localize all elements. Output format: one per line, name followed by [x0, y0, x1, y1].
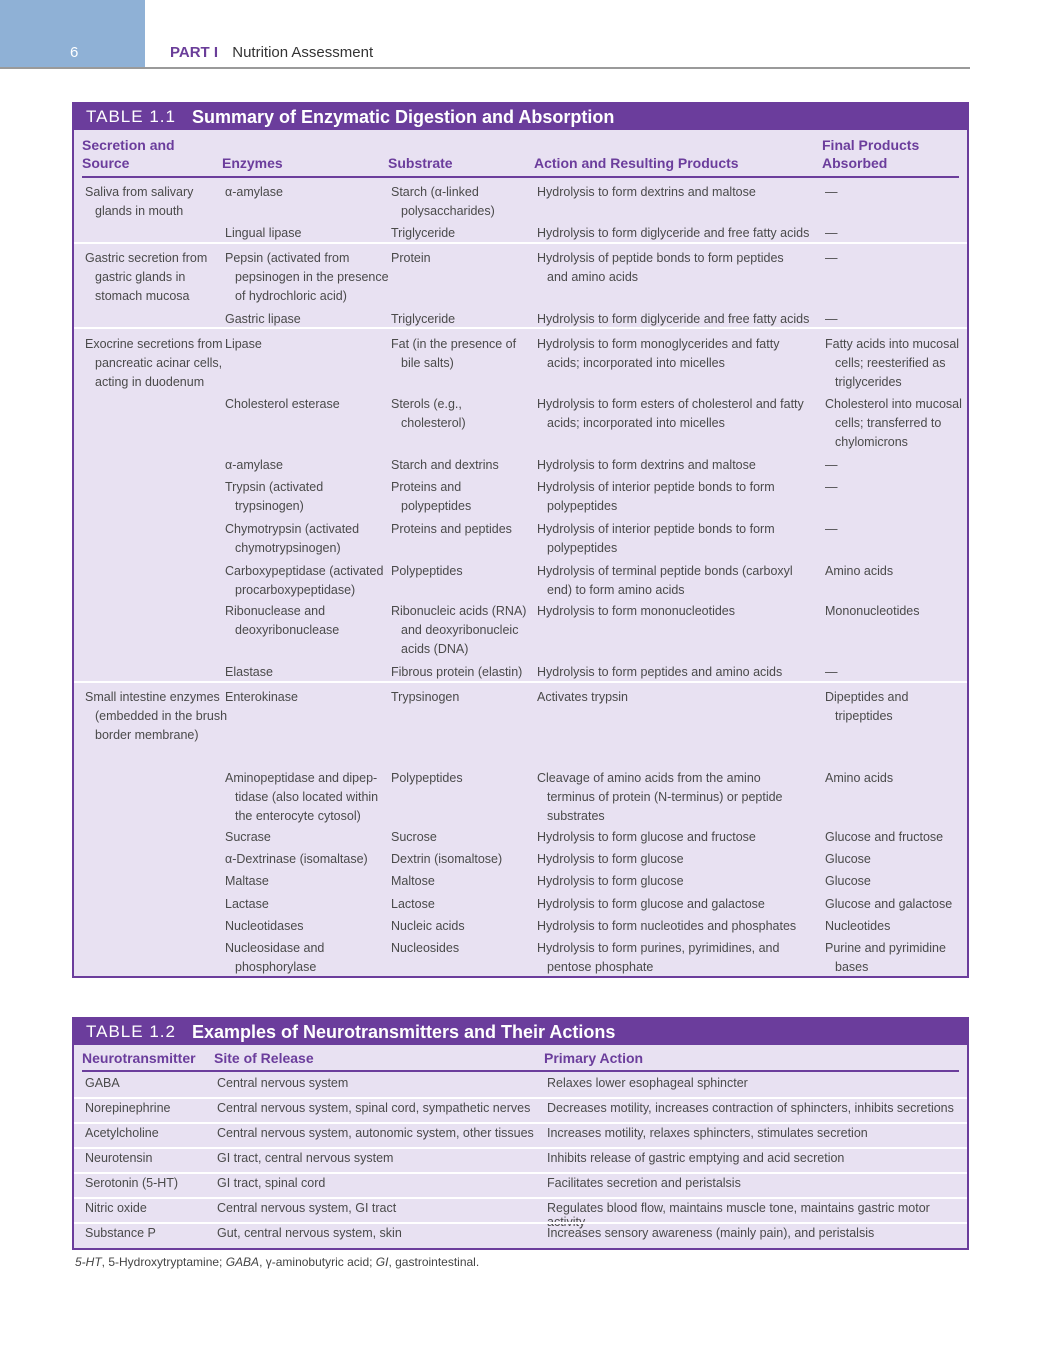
- cell-line: Activates trypsin: [537, 690, 629, 704]
- table-cell-enzyme: [225, 335, 262, 354]
- table-cell-enzyme: [225, 520, 359, 558]
- table-cell-final: [825, 520, 838, 539]
- cell-line: tripeptides: [835, 709, 893, 723]
- cell-line: Hydrolysis to form glucose: [537, 874, 684, 888]
- cell-line: Fatty acids into mucosal: [825, 337, 960, 351]
- cell-line: polypeptides: [547, 541, 618, 555]
- cell-line: Chymotrypsin (activated: [225, 522, 360, 536]
- row-divider: [74, 1147, 967, 1149]
- cell-line: Glucose: [825, 874, 871, 888]
- cell-line: Amino acids: [825, 771, 894, 785]
- table-cell-substrate: [391, 850, 502, 869]
- cell-line: Hydrolysis of peptide bonds to form peptides: [537, 251, 784, 265]
- table-row: [74, 1097, 967, 1122]
- table-body: [74, 104, 967, 976]
- table-cell: Gut, central nervous system, skin: [217, 1226, 402, 1240]
- table-cell: Norepinephrine: [85, 1101, 171, 1115]
- column-header-line: Secretion and: [82, 137, 175, 153]
- footnote-definition: , γ-aminobutyric acid;: [259, 1255, 376, 1269]
- table-cell-final: [825, 335, 959, 392]
- cell-line: Trypsin (activated: [225, 480, 324, 494]
- table-cell-action: [537, 520, 775, 558]
- table-cell-action: [537, 917, 796, 936]
- table-cell: Central nervous system: [217, 1076, 349, 1090]
- cell-line: and amino acids: [547, 270, 639, 284]
- table-cell-substrate: [391, 183, 495, 221]
- cell-line: Triglyceride: [391, 312, 456, 326]
- table-cell-substrate: [391, 769, 463, 788]
- table-cell-final: [825, 828, 943, 847]
- table-cell-substrate: [391, 895, 435, 914]
- cell-line: Protein: [391, 251, 431, 265]
- table-row: [74, 1197, 967, 1222]
- page-number: 6: [70, 44, 79, 61]
- cell-line: Hydrolysis of interior peptide bonds to form: [537, 480, 775, 494]
- table-cell-action: [537, 562, 793, 600]
- cell-line: Trypsinogen: [391, 690, 460, 704]
- table-cell: Acetylcholine: [85, 1126, 159, 1140]
- cell-line: Polypeptides: [391, 771, 463, 785]
- cell-line: Carboxypeptidase (activated: [225, 564, 384, 578]
- cell-line: Hydrolysis to form diglyceride and free fatty acids: [537, 312, 810, 326]
- cell-line: border membrane): [95, 728, 199, 742]
- cell-line: Sucrose: [391, 830, 437, 844]
- cell-line: Ribonucleic acids (RNA): [391, 604, 527, 618]
- table-row: [74, 1147, 967, 1172]
- table-cell-action: [537, 456, 756, 475]
- table-neurotransmitters: [72, 1017, 969, 1250]
- cell-line: —: [825, 251, 838, 265]
- table-title: Summary of Enzymatic Digestion and Absorption: [191, 106, 615, 127]
- cell-line: triglycerides: [835, 375, 902, 389]
- row-divider: [74, 1197, 967, 1199]
- table-row: [74, 1222, 967, 1247]
- cell-line: —: [825, 480, 838, 494]
- column-header-line: Substrate: [388, 155, 453, 171]
- cell-line: Dipeptides and: [825, 690, 909, 704]
- table-cell-source: [85, 183, 193, 221]
- table-cell-source: [85, 249, 207, 306]
- table-cell-substrate: [391, 249, 431, 268]
- column-header: Primary Action: [544, 1050, 644, 1066]
- cell-line: Hydrolysis to form glucose and fructose: [537, 830, 756, 844]
- table-cell-substrate: [391, 395, 466, 433]
- table-cell-enzyme: [225, 828, 271, 847]
- cell-line: bile salts): [401, 356, 454, 370]
- table-cell-substrate: [391, 224, 455, 243]
- table-cell-action: [537, 828, 756, 847]
- cell-line: Maltose: [391, 874, 435, 888]
- table-cell-action: [537, 602, 735, 621]
- table-column-headers: [82, 1045, 959, 1072]
- cell-line: Saliva from salivary: [85, 185, 194, 199]
- table-cell-action: [537, 939, 779, 977]
- table-cell: Inhibits release of gastric emptying and acid secretion: [547, 1151, 845, 1165]
- table-cell-action: [537, 895, 765, 914]
- cell-line: acids; incorporated into micelles: [547, 416, 725, 430]
- cell-line: deoxyribonuclease: [235, 623, 340, 637]
- table-cell: Central nervous system, autonomic system, other tissues: [217, 1126, 534, 1140]
- column-header: Neurotransmitter: [82, 1050, 196, 1066]
- cell-line: pepsinogen in the presence: [235, 270, 389, 284]
- table-number: TABLE 1.1: [86, 107, 176, 126]
- cell-line: of hydrochloric acid): [235, 289, 347, 303]
- table-cell-action: [537, 183, 756, 202]
- footnote-definition: , 5-Hydroxytryptamine;: [101, 1255, 226, 1269]
- cell-line: Pepsin (activated from: [225, 251, 350, 265]
- cell-line: Glucose and fructose: [825, 830, 944, 844]
- table-cell-action: [537, 663, 782, 682]
- table-cell: Central nervous system, GI tract: [217, 1201, 397, 1215]
- row-divider: [74, 1222, 967, 1224]
- cell-line: and deoxyribonucleic: [401, 623, 519, 637]
- column-header-line: Action and Resulting Products: [534, 155, 739, 171]
- cell-line: the enterocyte cytosol): [235, 809, 361, 823]
- cell-line: Hydrolysis to form diglyceride and free fatty acids: [537, 226, 810, 240]
- table-cell-action: [537, 688, 628, 707]
- table-cell-final: [825, 850, 871, 869]
- table-cell-enzyme: [225, 850, 368, 869]
- table-cell-substrate: [391, 478, 471, 516]
- cell-line: trypsinogen): [235, 499, 304, 513]
- cell-line: Dextrin (isomaltose): [391, 852, 503, 866]
- table-cell-final: [825, 917, 890, 936]
- table-cell-substrate: [391, 520, 512, 539]
- cell-line: cholesterol): [401, 416, 466, 430]
- cell-line: gastric glands in: [95, 270, 186, 284]
- cell-line: procarboxypeptidase): [235, 583, 356, 597]
- cell-line: Cleavage of amino acids from the amino: [537, 771, 761, 785]
- table-cell-enzyme: [225, 602, 339, 640]
- table-cell-enzyme: [225, 769, 378, 826]
- cell-line: Starch (α-linked: [391, 185, 479, 199]
- table-cell: Facilitates secretion and peristalsis: [547, 1176, 741, 1190]
- cell-line: glands in mouth: [95, 204, 184, 218]
- table-cell: Central nervous system, spinal cord, sympathetic nerves: [217, 1101, 531, 1115]
- table-cell-action: [537, 335, 779, 373]
- row-divider: [74, 1097, 967, 1099]
- cell-line: Hydrolysis to form purines, pyrimidines, and: [537, 941, 780, 955]
- column-header-line: Source: [82, 155, 130, 171]
- cell-line: Hydrolysis of terminal peptide bonds (carboxyl: [537, 564, 793, 578]
- header-rule: [0, 67, 970, 69]
- cell-line: Nucleotidases: [225, 919, 304, 933]
- table-cell-enzyme: [225, 663, 273, 682]
- cell-line: Fat (in the presence of: [391, 337, 517, 351]
- table-cell: Serotonin (5-HT): [85, 1176, 179, 1190]
- table-title-bar: [74, 1019, 967, 1045]
- cell-line: Hydrolysis to form dextrins and maltose: [537, 458, 756, 472]
- cell-line: α-amylase: [225, 185, 283, 199]
- cell-line: pancreatic acinar cells,: [95, 356, 223, 370]
- cell-line: Lipase: [225, 337, 262, 351]
- cell-line: stomach mucosa: [95, 289, 190, 303]
- cell-line: Aminopeptidase and dipep-: [225, 771, 378, 785]
- table-cell-final: [825, 224, 838, 243]
- row-divider: [74, 1122, 967, 1124]
- cell-line: Maltase: [225, 874, 269, 888]
- cell-line: Mononucleotides: [825, 604, 920, 618]
- table-cell-substrate: [391, 663, 522, 682]
- cell-line: Cholesterol esterase: [225, 397, 340, 411]
- cell-line: polysaccharides): [401, 204, 495, 218]
- cell-line: chymotrypsinogen): [235, 541, 341, 555]
- cell-line: α-amylase: [225, 458, 283, 472]
- footnote-definition: , gastrointestinal.: [388, 1255, 480, 1269]
- cell-line: Hydrolysis to form dextrins and maltose: [537, 185, 756, 199]
- footnote-abbreviation: GI: [375, 1255, 389, 1269]
- cell-line: bases: [835, 960, 869, 974]
- table-cell-action: [537, 395, 804, 433]
- table-cell-final: [825, 478, 838, 497]
- cell-line: Fibrous protein (elastin): [391, 665, 523, 679]
- table-cell-action: [537, 478, 775, 516]
- cell-line: —: [825, 312, 838, 326]
- cell-line: pentose phosphate: [547, 960, 654, 974]
- table-cell: Increases motility, relaxes sphincters, stimulates secretion: [547, 1126, 868, 1140]
- cell-line: polypeptides: [547, 499, 618, 513]
- cell-line: (embedded in the brush: [95, 709, 228, 723]
- table-cell-enzyme: [225, 562, 383, 600]
- cell-line: Hydrolysis to form glucose and galactose: [537, 897, 765, 911]
- table-cell-substrate: [391, 310, 455, 329]
- table-cell-final: [825, 395, 962, 452]
- table-cell-substrate: [391, 872, 435, 891]
- cell-line: Exocrine secretions from: [85, 337, 223, 351]
- table-cell: Nitric oxide: [85, 1201, 147, 1215]
- cell-line: substrates: [547, 809, 605, 823]
- cell-line: acids (DNA): [401, 642, 469, 656]
- cell-line: Small intestine enzymes: [85, 690, 220, 704]
- table-enzymatic-digestion: [72, 102, 969, 978]
- cell-line: Gastric lipase: [225, 312, 301, 326]
- table-cell-substrate: [391, 688, 459, 707]
- table-cell: Substance P: [85, 1226, 156, 1240]
- cell-line: Polypeptides: [391, 564, 463, 578]
- table-cell-substrate: [391, 562, 463, 581]
- column-header-line: Enzymes: [222, 155, 283, 171]
- footnote-abbreviation: 5-HT: [75, 1255, 102, 1269]
- table-footnote: [75, 1255, 479, 1269]
- cell-line: Lactose: [391, 897, 435, 911]
- cell-line: phosphorylase: [235, 960, 317, 974]
- cell-line: Nucleosidase and: [225, 941, 325, 955]
- cell-line: Starch and dextrins: [391, 458, 499, 472]
- table-cell: Neurotensin: [85, 1151, 153, 1165]
- table-cell-enzyme: [225, 310, 301, 329]
- table-cell-action: [537, 224, 809, 243]
- table-cell: Regulates blood flow, maintains muscle tone, maintains gastric motor: [547, 1201, 930, 1215]
- table-cell: GABA: [85, 1076, 120, 1090]
- table-cell-enzyme: [225, 183, 283, 202]
- part-name: Nutrition Assessment: [232, 44, 374, 61]
- table-cell-final: [825, 663, 838, 682]
- cell-line: Proteins and: [391, 480, 462, 494]
- cell-line: Hydrolysis to form mononucleotides: [537, 604, 735, 618]
- cell-line: Glucose: [825, 852, 871, 866]
- table-cell-action: [537, 249, 784, 287]
- table-cell-enzyme: [225, 939, 324, 977]
- cell-line: —: [825, 226, 838, 240]
- cell-line: Enterokinase: [225, 690, 298, 704]
- cell-line: Gastric secretion from: [85, 251, 208, 265]
- column-header-line: Final Products: [822, 137, 920, 153]
- table-cell: Decreases motility, increases contraction of sphincters, inhibits secretions: [547, 1101, 954, 1115]
- table-cell: GI tract, spinal cord: [217, 1176, 326, 1190]
- table-cell-final: [825, 769, 893, 788]
- cell-line: Glucose and galactose: [825, 897, 953, 911]
- cell-line: tidase (also located within: [235, 790, 379, 804]
- cell-line: Hydrolysis to form esters of cholesterol and fatty: [537, 397, 804, 411]
- cell-line: Ribonuclease and: [225, 604, 326, 618]
- cell-line: Hydrolysis of interior peptide bonds to form: [537, 522, 775, 536]
- cell-line: —: [825, 185, 838, 199]
- cell-line: —: [825, 458, 838, 472]
- table-cell-final: [825, 895, 952, 914]
- cell-line: chylomicrons: [835, 435, 908, 449]
- table-cell-action: [537, 310, 809, 329]
- cell-line: Hydrolysis to form nucleotides and phosphates: [537, 919, 797, 933]
- table-cell-final: [825, 183, 838, 202]
- table-cell-enzyme: [225, 456, 283, 475]
- cell-line: end) to form amino acids: [547, 583, 685, 597]
- table-cell-final: [825, 872, 871, 891]
- row-divider: [74, 1172, 967, 1174]
- table-cell-substrate: [391, 828, 437, 847]
- cell-line: cells; reesterified as: [835, 356, 946, 370]
- cell-line: cells; transferred to: [835, 416, 942, 430]
- table-cell-enzyme: [225, 688, 298, 707]
- cell-line: α-Dextrinase (isomaltase): [225, 852, 368, 866]
- table-cell-enzyme: [225, 917, 304, 936]
- table-cell: Relaxes lower esophageal sphincter: [547, 1076, 748, 1090]
- cell-line: Nucleic acids: [391, 919, 465, 933]
- table-cell-enzyme: [225, 249, 389, 306]
- cell-line: Sterols (e.g.,: [391, 397, 462, 411]
- cell-line: acting in duodenum: [95, 375, 205, 389]
- table-cell-action: [537, 872, 684, 891]
- cell-line: Nucleosides: [391, 941, 460, 955]
- table-cell-action: [537, 850, 684, 869]
- footnote-abbreviation: GABA: [225, 1255, 260, 1269]
- cell-line: Lactase: [225, 897, 269, 911]
- table-row: [74, 1072, 967, 1097]
- table-cell-enzyme: [225, 895, 269, 914]
- table-cell-final: [825, 456, 838, 475]
- table-cell-enzyme: [225, 395, 340, 414]
- cell-line: Proteins and peptides: [391, 522, 512, 536]
- table-cell: GI tract, central nervous system: [217, 1151, 394, 1165]
- table-title: Examples of Neurotransmitters and Their Actions: [191, 1021, 616, 1042]
- cell-line: Sucrase: [225, 830, 271, 844]
- table-cell-source: [85, 688, 227, 745]
- cell-line: Hydrolysis to form peptides and amino acids: [537, 665, 783, 679]
- cell-line: Hydrolysis to form glucose: [537, 852, 684, 866]
- table-cell-substrate: [391, 456, 499, 475]
- column-header: Site of Release: [214, 1050, 314, 1066]
- part-label: PART I: [170, 44, 219, 61]
- cell-line: —: [825, 522, 838, 536]
- cell-line: Triglyceride: [391, 226, 456, 240]
- table-cell-substrate: [391, 917, 465, 936]
- table-cell-substrate: [391, 939, 459, 958]
- table-cell-enzyme: [225, 478, 323, 516]
- table-row: [74, 1122, 967, 1147]
- table-cell-source: [85, 335, 223, 392]
- column-header-line: Absorbed: [822, 155, 888, 171]
- table-cell-substrate: [391, 335, 516, 373]
- cell-line: Lingual lipase: [225, 226, 302, 240]
- table-cell-final: [825, 688, 908, 726]
- table-cell-enzyme: [225, 872, 269, 891]
- table-cell-final: [825, 939, 946, 977]
- cell-line: acids; incorporated into micelles: [547, 356, 725, 370]
- cell-line: —: [825, 665, 838, 679]
- table-row: [74, 1172, 967, 1197]
- table-cell-enzyme: [225, 224, 301, 243]
- running-header: [170, 44, 373, 61]
- table-cell-final: [825, 310, 838, 329]
- cell-line: Purine and pyrimidine: [825, 941, 946, 955]
- cell-line: Cholesterol into mucosal: [825, 397, 962, 411]
- table-number: TABLE 1.2: [86, 1022, 176, 1041]
- table-cell-final: [825, 602, 920, 621]
- table-cell-action: [537, 769, 783, 826]
- table-cell-final: [825, 562, 893, 581]
- cell-line: Hydrolysis to form monoglycerides and fatty: [537, 337, 780, 351]
- cell-line: Amino acids: [825, 564, 894, 578]
- cell-line: Elastase: [225, 665, 273, 679]
- cell-line: terminus of protein (N-terminus) or peptide: [547, 790, 783, 804]
- cell-line: Nucleotides: [825, 919, 891, 933]
- table-cell-final: [825, 249, 838, 268]
- table-cell-substrate: [391, 602, 526, 659]
- table-cell: Increases sensory awareness (mainly pain), and peristalsis: [547, 1226, 875, 1240]
- cell-line: polypeptides: [401, 499, 472, 513]
